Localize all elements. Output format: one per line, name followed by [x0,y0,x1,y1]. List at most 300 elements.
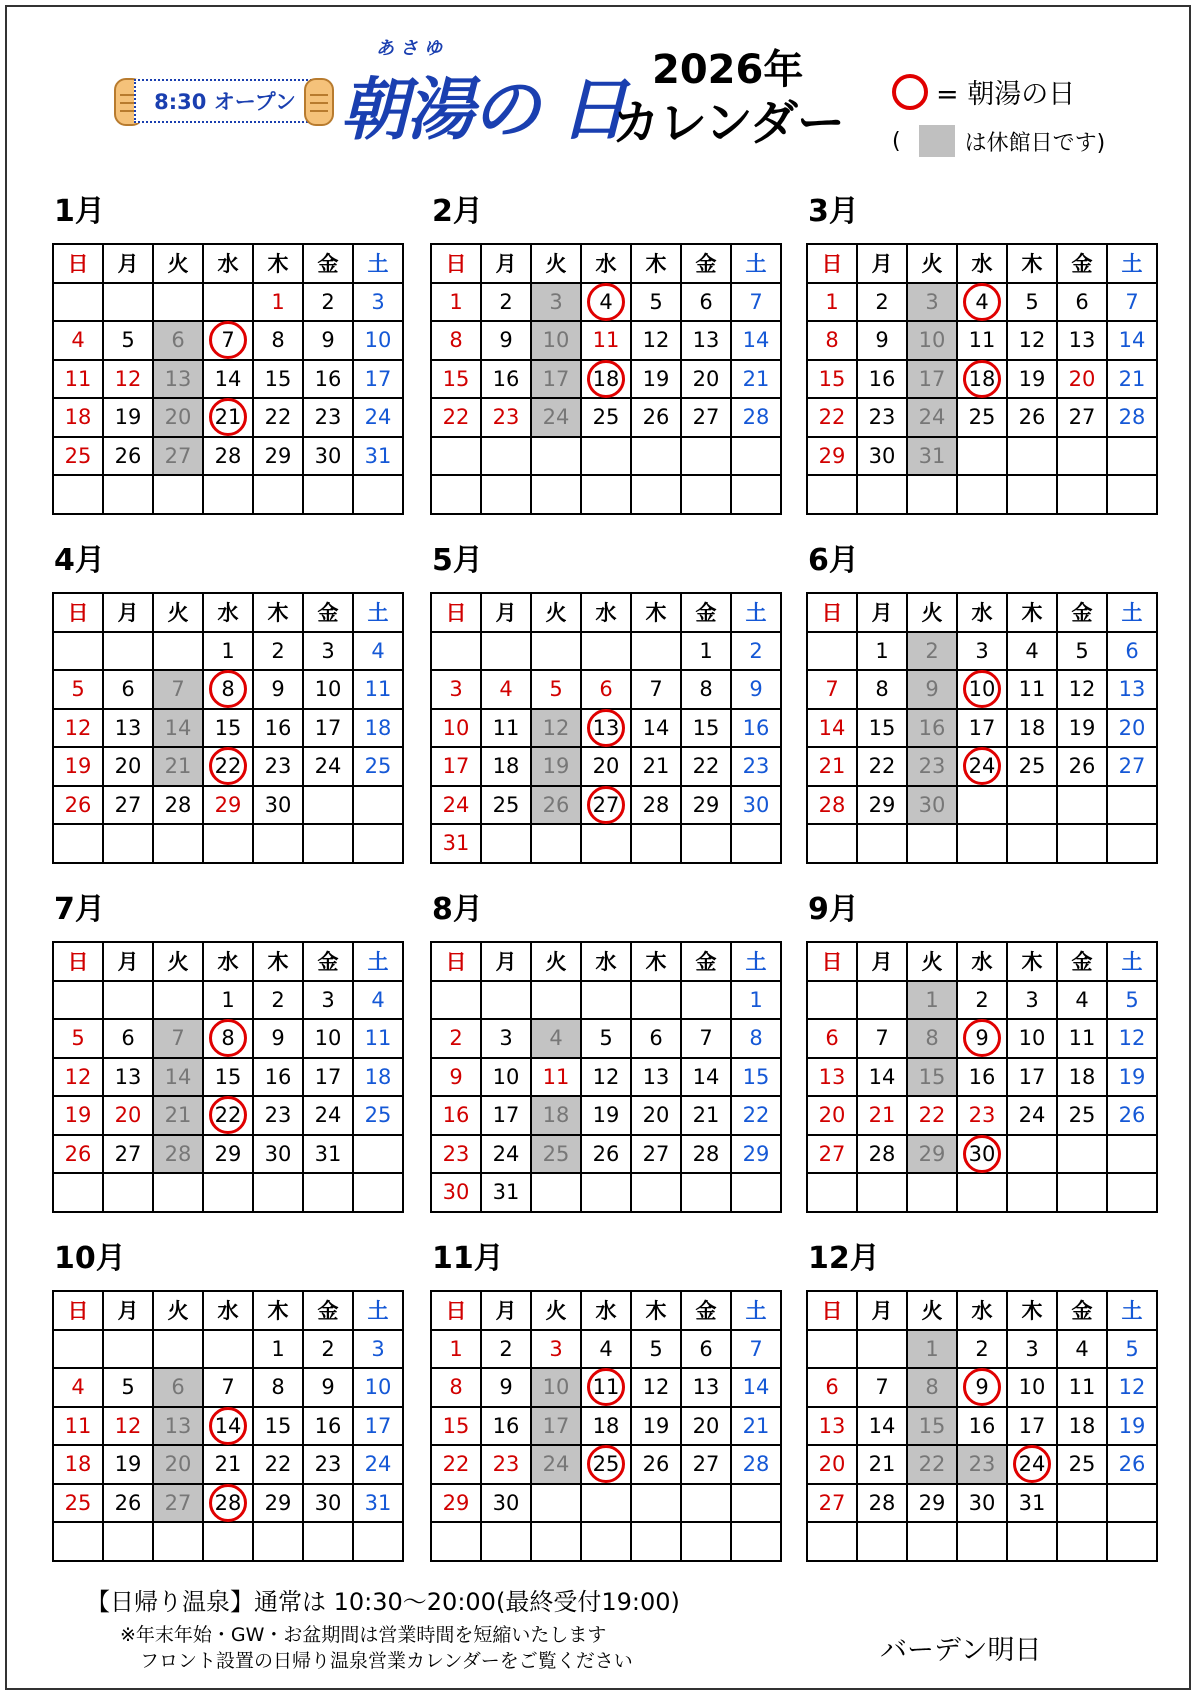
day-number: 15 [818,366,846,391]
weekday-header: 月 [481,1291,531,1330]
day-cell [731,1330,781,1369]
empty-cell [957,824,1007,863]
day-number: 6 [825,1026,839,1051]
weekday-header-row [807,942,1157,981]
day-cell [103,1019,153,1058]
day-number: 5 [1075,638,1089,663]
day-cell [807,1019,857,1058]
day-cell [153,709,203,748]
day-number: 27 [114,1141,142,1166]
day-cell [807,747,857,786]
day-number: 2 [975,987,989,1012]
empty-cell [253,475,303,514]
weekday-header: 月 [857,593,907,632]
day-cell [681,670,731,709]
weekday-header: 月 [857,244,907,283]
day-cell [431,283,481,322]
day-cell [957,1368,1007,1407]
day-number: 21 [642,754,670,779]
day-cell [103,747,153,786]
day-number: 7 [699,1026,713,1051]
day-number: 3 [1025,1336,1039,1361]
week-row [807,1484,1157,1523]
day-cell [53,321,103,360]
weekday-header: 日 [807,593,857,632]
day-cell [53,670,103,709]
day-cell [631,1407,681,1446]
day-number: 25 [1068,1452,1096,1477]
day-number: 19 [114,405,142,430]
day-number: 30 [742,792,770,817]
day-number: 17 [364,1413,392,1438]
weekday-header: 水 [581,593,631,632]
day-cell [857,1407,907,1446]
day-cell [353,670,403,709]
day-number: 22 [214,754,242,779]
day-number: 17 [314,715,342,740]
day-number: 26 [1118,1452,1146,1477]
day-number: 1 [825,289,839,314]
day-number: 25 [64,1490,92,1515]
day-cell [353,1368,403,1407]
legend-closed-paren: ( [892,128,901,154]
week-row [431,1368,781,1407]
day-number: 1 [749,987,763,1012]
weekday-header: 土 [1107,593,1157,632]
day-number: 24 [364,1452,392,1477]
week-row [431,1484,781,1523]
week-row [53,1484,403,1523]
day-cell [103,1368,153,1407]
day-number: 6 [699,1336,713,1361]
day-cell [1057,1407,1107,1446]
day-cell [581,747,631,786]
day-cell [253,1135,303,1174]
month-table [806,243,1158,515]
day-number: 28 [868,1141,896,1166]
weekday-header: 日 [53,942,103,981]
day-number: 23 [968,1103,996,1128]
empty-cell [103,1330,153,1369]
day-number: 10 [1018,1375,1046,1400]
week-row [53,437,403,476]
day-cell [631,1368,681,1407]
day-cell [1007,1019,1057,1058]
day-number: 18 [492,754,520,779]
week-row [431,786,781,825]
day-cell [353,1407,403,1446]
day-cell [907,283,957,322]
day-cell [353,283,403,322]
day-cell [807,1096,857,1135]
weekday-header: 月 [857,942,907,981]
empty-cell [581,1484,631,1523]
weekday-header-row [807,1291,1157,1330]
empty-cell [203,1330,253,1369]
day-number: 3 [371,1336,385,1361]
day-number: 15 [442,366,470,391]
empty-cell [957,1173,1007,1212]
day-cell [581,670,631,709]
week-row [431,709,781,748]
empty-cell [431,632,481,671]
week-row [807,283,1157,322]
day-number: 23 [492,1452,520,1477]
day-number: 9 [271,1026,285,1051]
day-cell [807,1058,857,1097]
day-cell [353,981,403,1020]
day-cell [1007,670,1057,709]
day-number: 19 [642,366,670,391]
empty-cell [153,981,203,1020]
day-number: 30 [968,1141,996,1166]
week-row [807,981,1157,1020]
month-name: 5月 [432,543,483,578]
day-number: 23 [442,1141,470,1166]
day-cell [481,1096,531,1135]
day-number: 31 [492,1180,520,1205]
empty-cell [581,824,631,863]
day-number: 3 [499,1026,513,1051]
day-cell [303,1330,353,1369]
empty-cell [153,1330,203,1369]
day-cell [531,709,581,748]
day-cell [431,1445,481,1484]
weekday-header: 火 [531,593,581,632]
empty-cell [1107,786,1157,825]
day-number: 1 [271,1336,285,1361]
week-row [53,321,403,360]
day-cell [103,709,153,748]
day-number: 19 [592,1103,620,1128]
day-number: 19 [1068,715,1096,740]
day-cell [731,670,781,709]
day-number: 15 [742,1064,770,1089]
day-cell [907,398,957,437]
day-cell [1057,670,1107,709]
day-number: 28 [868,1490,896,1515]
day-cell [203,1096,253,1135]
day-cell [581,786,631,825]
weekday-header: 金 [681,244,731,283]
day-number: 22 [442,1452,470,1477]
empty-cell [857,475,907,514]
weekday-header: 水 [581,244,631,283]
empty-cell [53,1522,103,1561]
day-cell [303,670,353,709]
day-number: 21 [164,754,192,779]
weekday-header: 木 [631,942,681,981]
day-number: 29 [442,1490,470,1515]
day-number: 14 [164,715,192,740]
week-row [431,321,781,360]
weekday-header: 火 [531,244,581,283]
weekday-header: 水 [581,942,631,981]
weekday-header: 水 [203,593,253,632]
empty-cell [103,824,153,863]
day-cell [303,1135,353,1174]
day-number: 3 [371,289,385,314]
day-cell [53,437,103,476]
week-row [53,1522,403,1561]
week-row [807,321,1157,360]
weekday-header: 水 [957,593,1007,632]
day-cell [303,1368,353,1407]
empty-cell [1007,437,1057,476]
day-cell [303,1019,353,1058]
day-number: 22 [442,405,470,430]
day-cell [1057,747,1107,786]
day-number: 20 [642,1103,670,1128]
day-number: 20 [692,366,720,391]
weekday-header: 火 [153,593,203,632]
week-row [53,824,403,863]
empty-cell [531,981,581,1020]
day-cell [203,1484,253,1523]
empty-cell [1107,1484,1157,1523]
weekday-header: 火 [153,244,203,283]
day-number: 12 [642,1375,670,1400]
month-name: 6月 [808,543,859,578]
day-cell [303,1058,353,1097]
day-cell [103,1096,153,1135]
day-number: 16 [492,366,520,391]
empty-cell [681,437,731,476]
year-label: 2026年 [652,47,804,93]
weekday-header: 月 [481,244,531,283]
day-number: 24 [918,405,946,430]
week-row [807,437,1157,476]
day-cell [253,1407,303,1446]
week-row [807,747,1157,786]
day-number: 5 [549,677,563,702]
day-number: 12 [114,366,142,391]
day-number: 4 [371,638,385,663]
week-row [53,360,403,399]
day-number: 26 [64,792,92,817]
day-cell [857,398,907,437]
day-number: 25 [64,443,92,468]
day-cell [631,670,681,709]
day-number: 11 [542,1064,570,1089]
week-row [53,1330,403,1369]
week-row [807,360,1157,399]
day-cell [253,1058,303,1097]
day-cell [103,1058,153,1097]
day-number: 9 [925,677,939,702]
empty-cell [253,1522,303,1561]
day-cell [907,747,957,786]
day-cell [1057,398,1107,437]
day-cell [681,1096,731,1135]
empty-cell [431,437,481,476]
day-number: 23 [492,405,520,430]
day-cell [253,360,303,399]
week-row [53,398,403,437]
day-number: 10 [492,1064,520,1089]
day-cell [681,786,731,825]
week-row [431,1522,781,1561]
facility-name: バーデン明日 [880,1635,1042,1666]
day-cell [957,670,1007,709]
empty-cell [303,786,353,825]
day-number: 18 [542,1103,570,1128]
day-cell [857,670,907,709]
day-number: 5 [71,677,85,702]
week-row [53,1445,403,1484]
day-cell [481,360,531,399]
day-cell [481,398,531,437]
week-row [807,398,1157,437]
day-number: 4 [549,1026,563,1051]
day-cell [957,1484,1007,1523]
weekday-header: 日 [53,1291,103,1330]
day-cell [957,283,1007,322]
empty-cell [481,632,531,671]
day-number: 13 [114,1064,142,1089]
day-number: 20 [1118,715,1146,740]
day-number: 20 [114,1103,142,1128]
weekday-header-row [53,244,403,283]
day-number: 9 [321,328,335,353]
week-row [431,1019,781,1058]
month-calendar [52,1241,394,1562]
day-cell [203,670,253,709]
day-cell [631,709,681,748]
day-number: 30 [264,1141,292,1166]
week-row [807,632,1157,671]
day-cell [353,747,403,786]
empty-cell [531,824,581,863]
empty-cell [681,1484,731,1523]
note-reduced-hours: ※年末年始・GW・お盆期間は営業時間を短縮いたします [120,1624,607,1646]
empty-cell [681,1173,731,1212]
day-number: 23 [314,1452,342,1477]
day-number: 18 [64,1452,92,1477]
day-number: 22 [918,1452,946,1477]
empty-cell [807,1330,857,1369]
day-cell [1007,747,1057,786]
day-number: 2 [749,638,763,663]
day-cell [581,283,631,322]
day-number: 13 [164,1413,192,1438]
day-number: 26 [114,1490,142,1515]
day-cell [253,283,303,322]
day-cell [431,1096,481,1135]
day-cell [681,1135,731,1174]
day-cell [807,786,857,825]
day-cell [53,1019,103,1058]
day-cell [53,786,103,825]
month-calendar [806,194,1148,515]
weekday-header: 月 [481,593,531,632]
day-cell [907,1096,957,1135]
day-number: 8 [875,677,889,702]
day-cell [907,1445,957,1484]
day-number: 31 [364,443,392,468]
day-cell [531,283,581,322]
day-number: 21 [742,1413,770,1438]
day-cell [807,1368,857,1407]
empty-cell [631,1484,681,1523]
day-number: 18 [1068,1413,1096,1438]
day-cell [481,1484,531,1523]
day-number: 20 [114,754,142,779]
day-cell [681,1445,731,1484]
weekday-header: 火 [907,1291,957,1330]
week-row [53,981,403,1020]
week-row [53,786,403,825]
weekday-header: 金 [1057,244,1107,283]
empty-cell [1057,1484,1107,1523]
day-cell [303,1445,353,1484]
day-number: 29 [692,792,720,817]
empty-cell [681,1522,731,1561]
day-cell [681,1368,731,1407]
day-number: 23 [868,405,896,430]
day-number: 15 [918,1413,946,1438]
week-row [431,1407,781,1446]
week-row [431,670,781,709]
day-number: 27 [818,1141,846,1166]
week-row [807,670,1157,709]
day-number: 30 [442,1180,470,1205]
day-number: 25 [1068,1103,1096,1128]
day-cell [53,1445,103,1484]
day-cell [681,632,731,671]
weekday-header: 月 [103,244,153,283]
day-cell [1107,283,1157,322]
day-cell [303,321,353,360]
month-table [430,592,782,864]
day-number: 29 [868,792,896,817]
day-number: 10 [364,328,392,353]
day-number: 16 [314,1413,342,1438]
day-number: 8 [221,677,235,702]
day-cell [253,1019,303,1058]
empty-cell [1007,1522,1057,1561]
day-number: 2 [321,289,335,314]
empty-cell [957,437,1007,476]
day-cell [431,670,481,709]
weekday-header: 火 [531,1291,581,1330]
day-number: 11 [592,328,620,353]
empty-cell [531,1484,581,1523]
day-number: 20 [164,405,192,430]
day-cell [153,1096,203,1135]
day-cell [1107,1368,1157,1407]
day-cell [1007,1445,1057,1484]
day-cell [1107,1407,1157,1446]
day-number: 14 [1118,328,1146,353]
day-cell [431,360,481,399]
asayu-logo: 朝湯の 日 [340,71,626,150]
day-cell [1057,1445,1107,1484]
week-row [53,747,403,786]
day-number: 17 [492,1103,520,1128]
day-number: 3 [321,987,335,1012]
week-row [807,1522,1157,1561]
empty-cell [353,824,403,863]
day-number: 21 [1118,366,1146,391]
day-cell [203,632,253,671]
day-cell [857,786,907,825]
weekday-header: 金 [681,593,731,632]
day-number: 14 [214,1413,242,1438]
weekday-header: 木 [1007,1291,1057,1330]
empty-cell [253,824,303,863]
empty-cell [1057,1135,1107,1174]
